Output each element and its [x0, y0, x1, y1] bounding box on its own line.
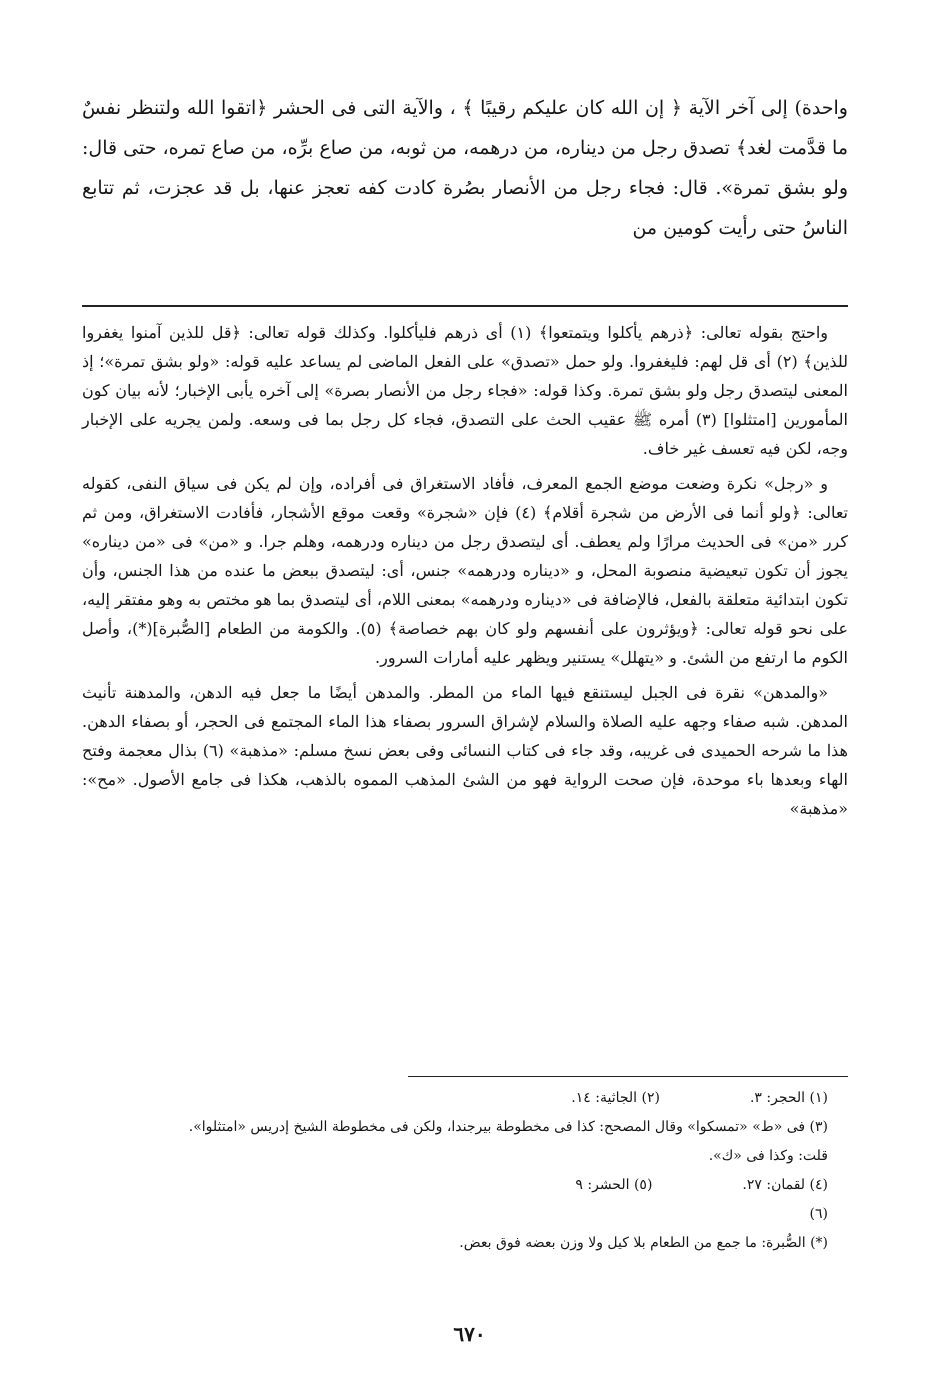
footnote-1: (١) الحجر: ٣. [749, 1090, 828, 1106]
footnote-row [82, 1142, 848, 1171]
main-text: واحدة) إلى آخر الآية ﴿ إن الله كان عليكم رقيبًا ﴾ ، والآية التى فى الحشر ﴿اتقوا الله ولتنظر نفسٌ ما قدَّمت لغد﴾ تصدق رجل من ديناره، من درهمه، من ثوبه، من صاع برِّه، من صاع تمره، حتى قال: ولو بشق تمرة». قال: فجاء رجل من الأنصار بصُرة كادت كفه تعجز عنها، بل قد عجزت، ثم تتابع الناسُ حتى رأيت كومين من [82, 97, 848, 239]
separator-rule [82, 305, 848, 307]
commentary-block [82, 318, 848, 829]
footnote-rule [408, 1076, 848, 1077]
footnote-row [82, 1229, 848, 1258]
footnote-row [82, 1084, 848, 1113]
footnote-3: (٣) فى «ط» «تمسكوا» وقال المصحح: كذا فى مخطوطة بيرجندا، ولكن فى مخطوطة الشيخ إدريس «امتثلوا». [188, 1119, 828, 1135]
page-number: ٦٧٠ [453, 1322, 486, 1346]
footnote-row [82, 1113, 848, 1142]
footnote-3-note: قلت: وكذا فى «ك». [708, 1148, 828, 1164]
commentary-paragraph: و «رجل» نكرة وضعت موضع الجمع المعرف، فأفاد الاستغراق فى أفراده، وإن لم يكن فى سياق النفى، كقوله تعالى: ﴿ولو أنما فى الأرض من شجرة أقلام﴾ (٤) فإن «شجرة» وقعت موقع الأشجار، فأفادت الاستغراق، ومن ثم كرر «من» فى الحديث مرارًا ولم يعطف. أى ليتصدق رجل من ديناره ودرهمه، وهلم جرا. و «من» فى «من ديناره» يجوز أن تكون تبعيضية منصوبة المحل، و «ديناره ودرهمه» جنس، أى: ليتصدق ببعض ما عنده من هذا الجنس، وأن تكون ابتدائية متعلقة بالفعل، فالإضافة فى «ديناره ودرهمه» بمعنى اللام، أى ليتصدق بما هو مختص به وهو مفتقر إليه، على نحو قوله تعالى: ﴿ويؤثرون على أنفسهم ولو كان بهم خصاصة﴾ (٥). والكومة من الطعام [الصُّبرة](*)، وأصل الكوم ما ارتفع من الشئ. و «يتهلل» يستنير ويظهر عليه أمارات السرور. [82, 474, 848, 667]
footnote-row [82, 1200, 848, 1229]
footnotes [82, 1084, 848, 1258]
footnote-2: (٢) الجاثية: ١٤. [571, 1090, 660, 1106]
footnote-6: (٦) [809, 1206, 828, 1222]
commentary-paragraph: واحتج بقوله تعالى: ﴿ذرهم يأكلوا ويتمتعوا﴾ (١) أى ذرهم فليأكلوا. وكذلك قوله تعالى: ﴿قل للذين آمنوا يغفروا للذين﴾ (٢) أى قل لهم: فليغفروا. ولو حمل «تصدق» على الفعل الماضى لم يساعد عليه قوله: «ولو بشق تمرة»؛ إذ المعنى ليتصدق رجل ولو بشق تمرة. وكذا قوله: «فجاء رجل من الأنصار بصرة» إلى آخره يأبى الإخبار؛ لأنه بيان كون المأمورين [امتثلوا] (٣) أمره ﷺ عقيب الحث على التصدق، فجاء كل رجل بما فى وسعه. ولمن يجريه على الإخبار وجه، لكن فيه تعسف غير خاف. [82, 323, 849, 458]
footnote-star: (*) الصُّبرة: ما جمع من الطعام بلا كيل ولا وزن بعضه فوق بعض. [459, 1235, 828, 1251]
main-text-block [82, 88, 848, 288]
footnote-row [82, 1171, 848, 1200]
commentary-paragraph: «والمدهن» نقرة فى الجبل ليستنقع فيها الماء من المطر. والمدهن أيضًا ما جعل فيه الدهن، والمدهنة تأنيث المدهن. شبه صفاء وجهه عليه الصلاة والسلام لإشراق السرور بصفاء هذا الماء المجتمع فى الحجر، أو بصفاء الدهن. هذا ما شرحه الحميدى فى غريبه، وقد جاء فى كتاب النسائى وفى بعض نسخ مسلم: «مذهبة» (٦) بذال معجمة وفتح الهاء وبعدها باء موحدة، فإن صحت الرواية فهو من الشئ المذهب المموه بالذهب، هكذا فى جامع الأصول. «مح»: «مذهبة» [82, 683, 849, 818]
footnote-5: (٥) الحشر: ٩ [575, 1177, 653, 1193]
footnote-4: (٤) لقمان: ٢٧. [742, 1177, 828, 1193]
